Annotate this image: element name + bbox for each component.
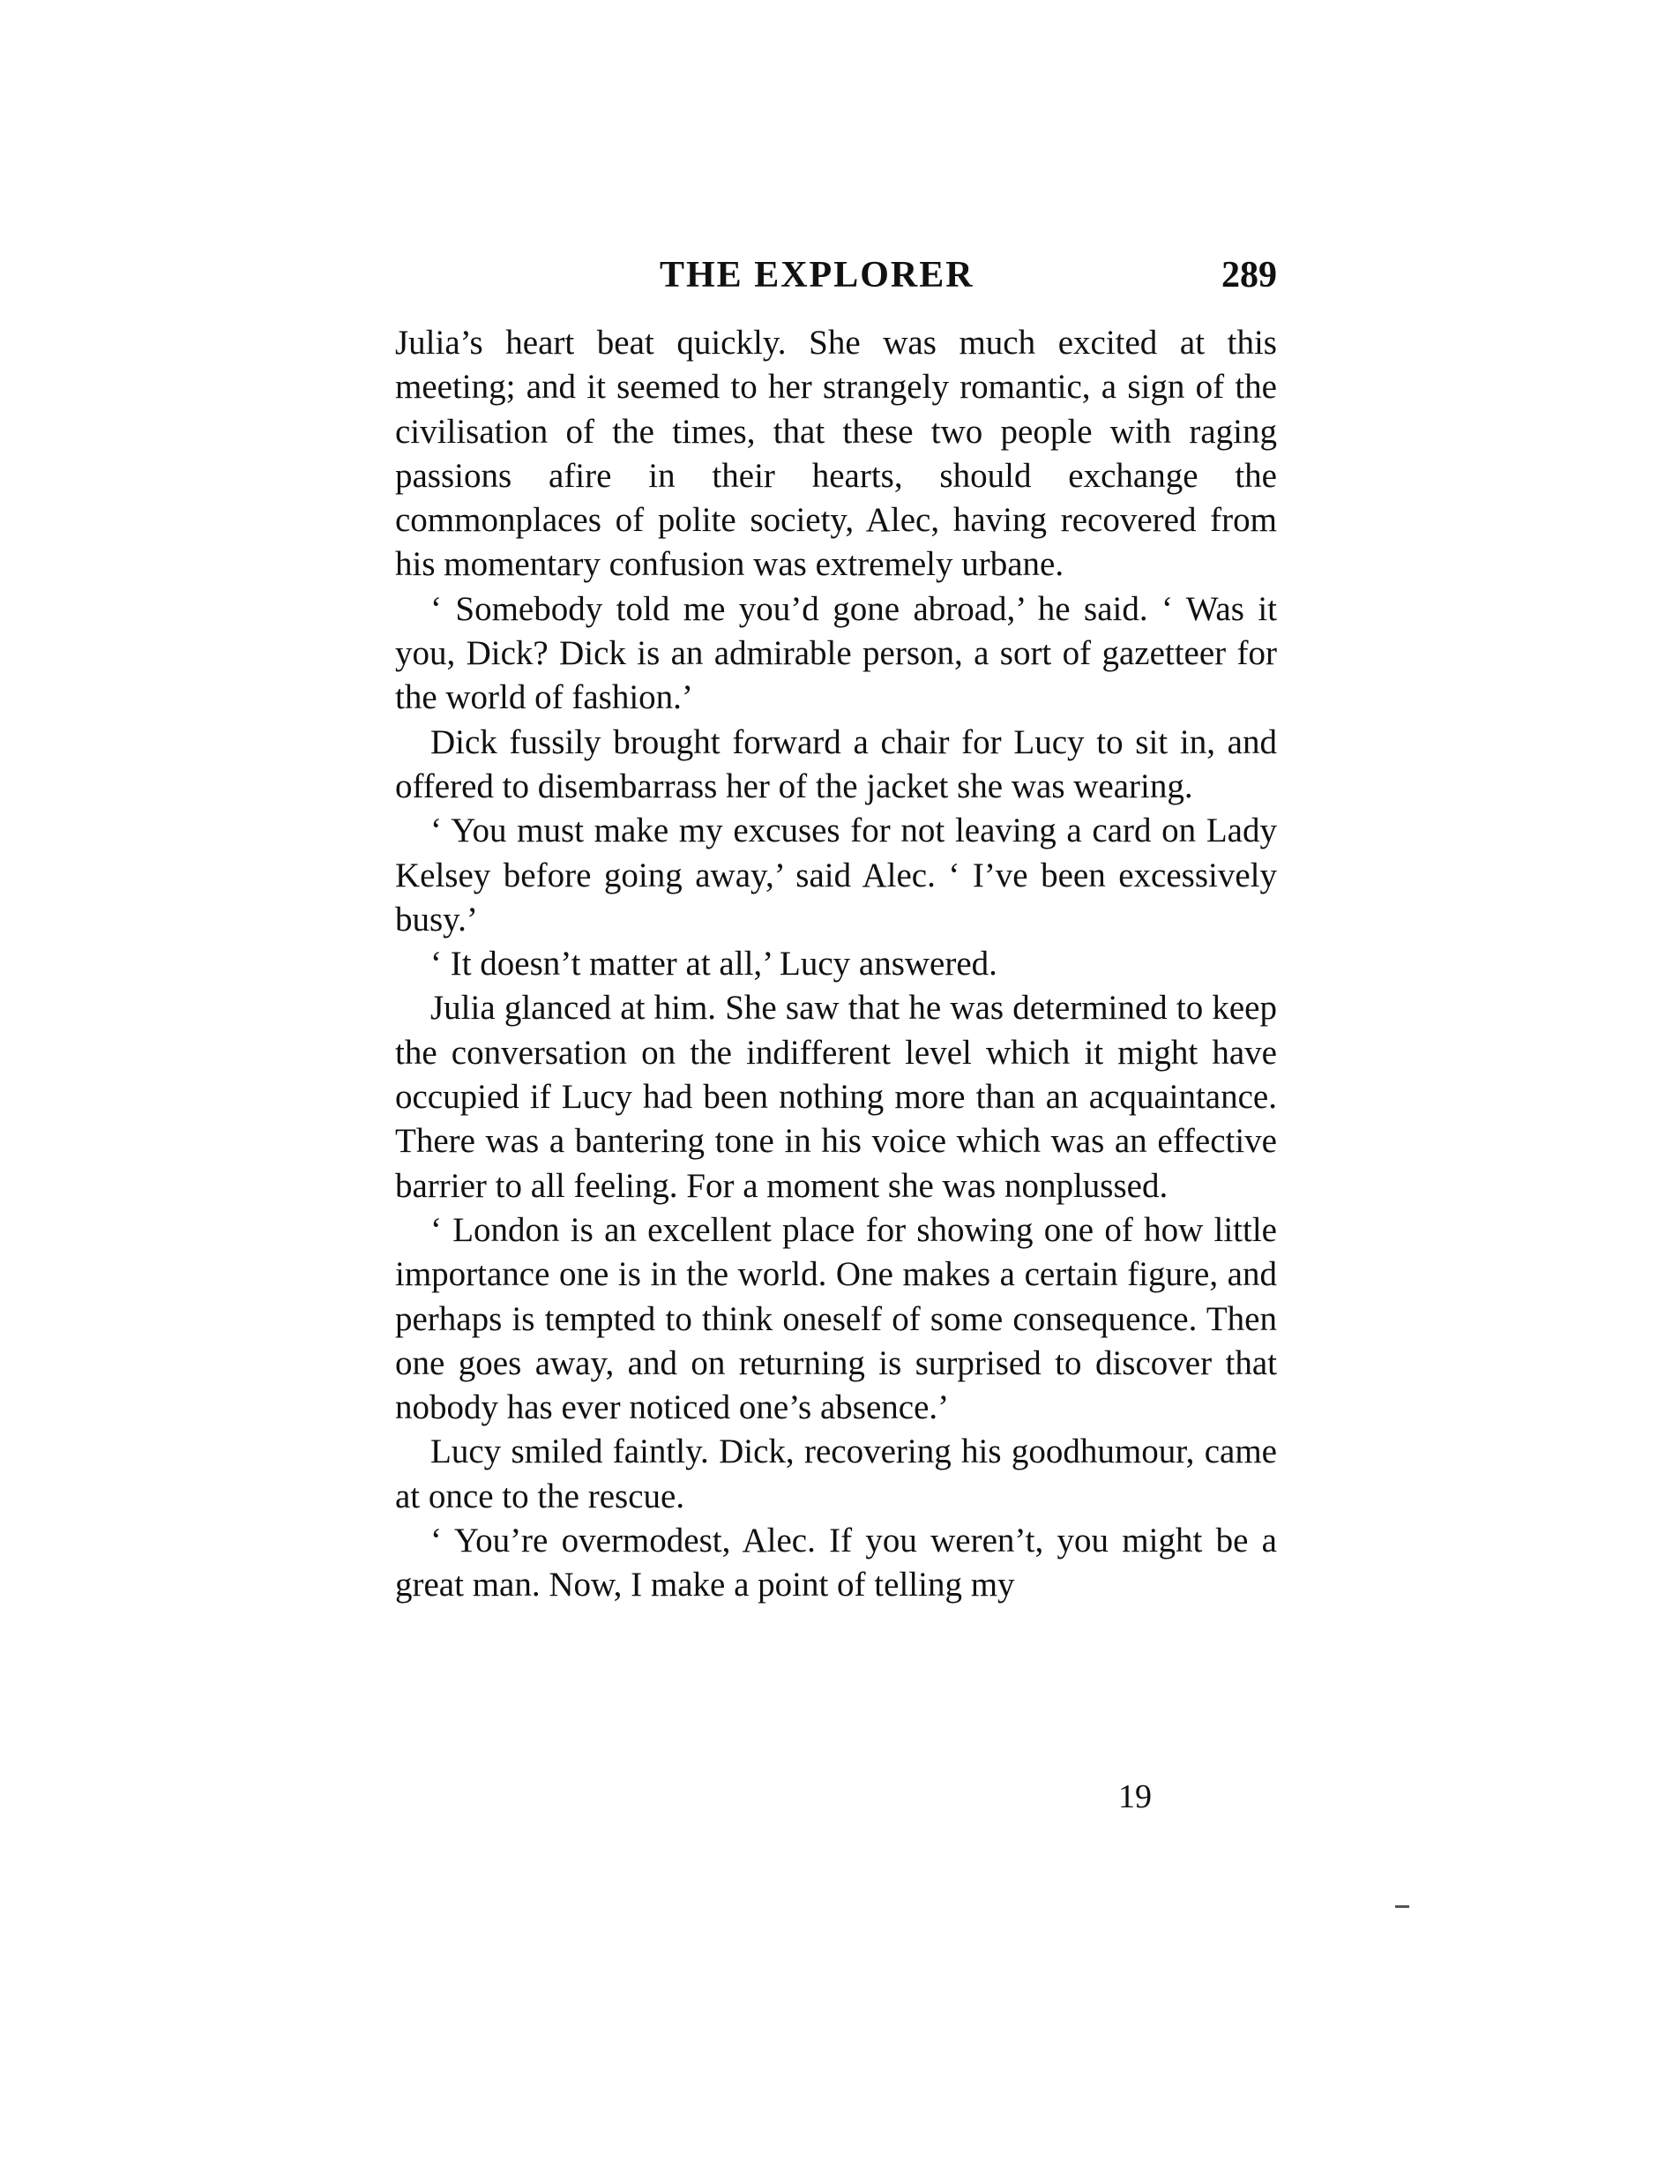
body-text bbox=[395, 321, 1277, 1608]
paragraph: Julia glanced at him. She saw that he was determined to keep the conversation on the indifferent level which it might have occupied if Lucy had been nothing more than an acquaintance. There was a bantering tone in his voice which was an effective barrier to all feeling. For a moment she was nonplussed. bbox=[395, 989, 1277, 1205]
paragraph: Julia’s heart beat quickly. She was much excited at this meeting; and it seemed to her strangely romantic, a sign of the civilisation of the times, that these two people with raging passions afire in their hearts, should exchange the commonplaces of polite society, Alec, having recovered from his momentary confusion was extremely urbane. bbox=[395, 324, 1277, 584]
running-header bbox=[395, 254, 1277, 298]
signature-mark: 19 bbox=[1118, 1778, 1152, 1815]
paragraph: ‘ London is an excellent place for showing one of how little importance one is in the world. One makes a certain figure, and perhaps is tempted to think oneself of some consequence. Then one goes away, and on returning is surprised to discover that nobody has ever noticed one’s absence.’ bbox=[395, 1210, 1277, 1427]
running-title: THE EXPLORER bbox=[660, 255, 974, 295]
paragraph: ‘ It doesn’t matter at all,’ Lucy answered. bbox=[430, 945, 997, 984]
paragraph: Lucy smiled faintly. Dick, recovering his goodhumour, came at once to the rescue. bbox=[395, 1432, 1277, 1515]
page-number: 289 bbox=[1221, 255, 1277, 295]
scan-speck bbox=[1395, 1905, 1409, 1908]
paragraph: Dick fussily brought forward a chair for Lucy to sit in, and offered to disembarrass her of the jacket she was wearing. bbox=[395, 722, 1277, 805]
paragraph: ‘ You’re overmodest, Alec. If you weren’t, you might be a great man. Now, I make a point of telling my bbox=[395, 1522, 1277, 1604]
paragraph: ‘ Somebody told me you’d gone abroad,’ he said. ‘ Was it you, Dick? Dick is an admirable person, a sort of gazetteer for the world of fashion.’ bbox=[395, 589, 1277, 717]
paragraph: ‘ You must make my excuses for not leaving a card on Lady Kelsey before going away,’ said Alec. ‘ I’ve been excessively busy.’ bbox=[395, 812, 1277, 939]
